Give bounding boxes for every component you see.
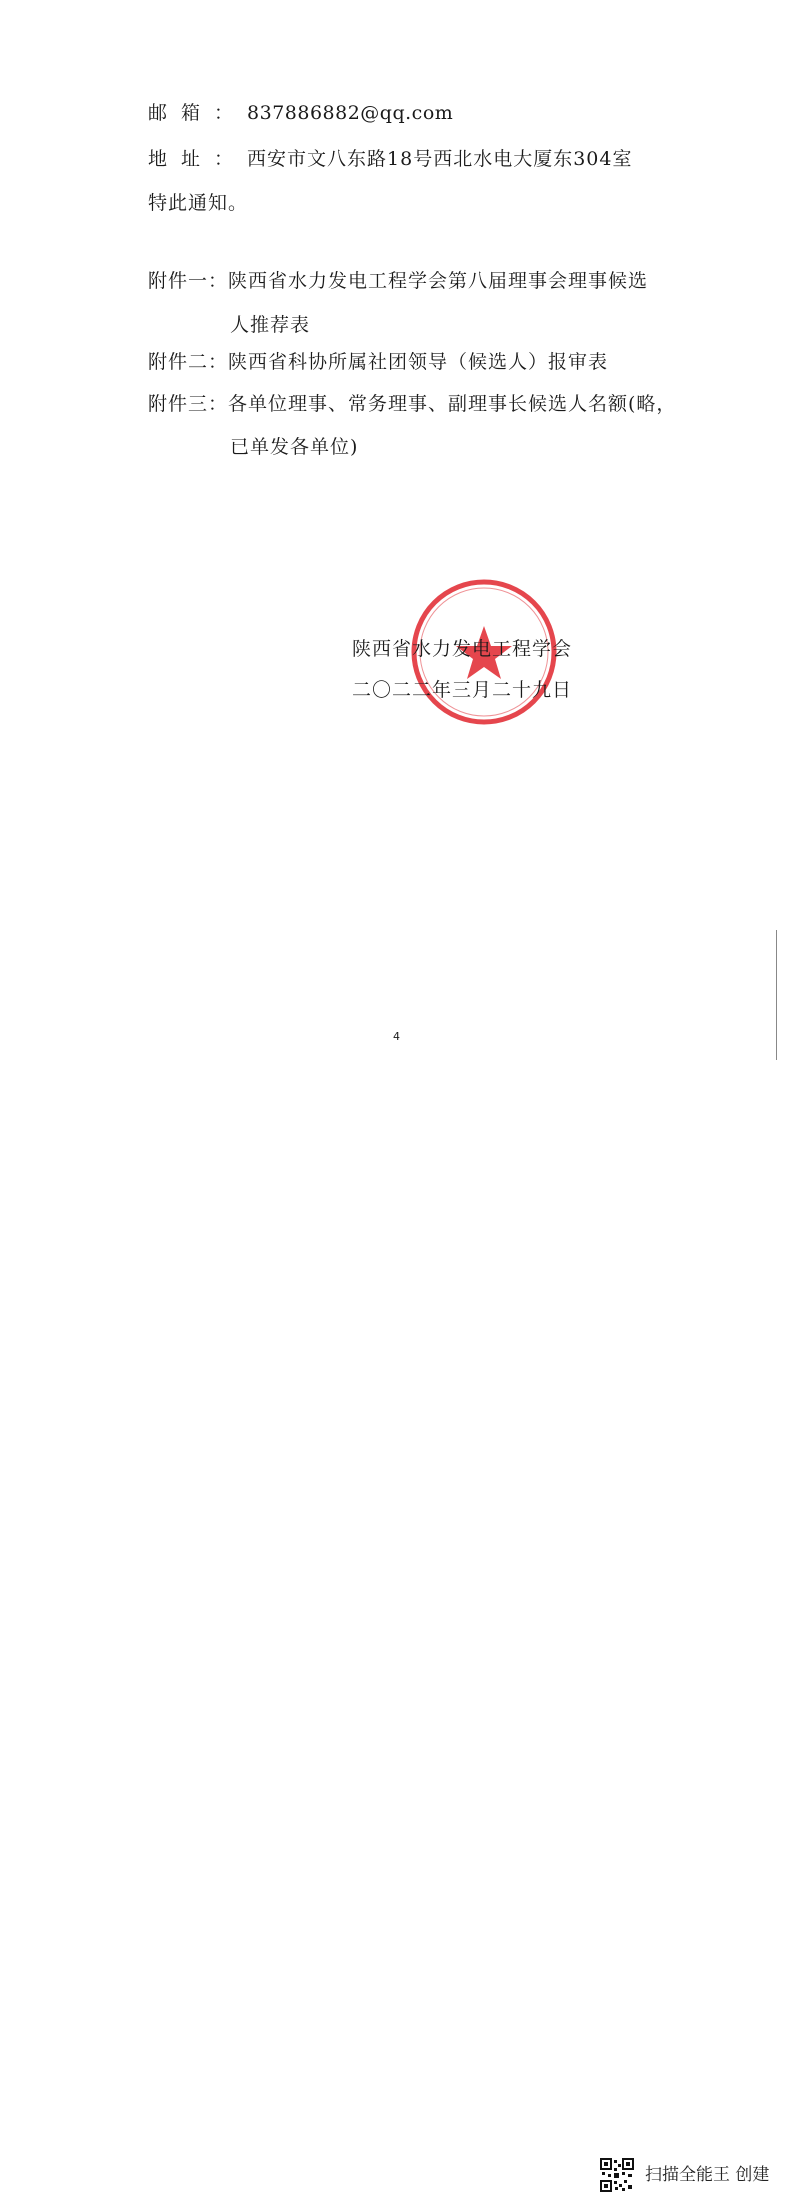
signature-date: 二〇二二年三月二十九日: [352, 679, 573, 701]
notice-close: 特此通知。: [148, 192, 249, 214]
attachment-1-text: 陕西省水力发电工程学会第八届理事会理事候选: [228, 270, 649, 292]
email-line: [148, 100, 453, 126]
document-page: [0, 0, 800, 1075]
attachment-1-line1: [148, 268, 648, 294]
scan-edge-line: [776, 930, 777, 1060]
scanner-footer: [0, 1075, 800, 2185]
attachment-3-line2: 已单发各单位): [230, 436, 359, 458]
attachment-1-line2: 人推荐表: [230, 314, 311, 336]
attachment-1-label: 附件一：: [148, 270, 229, 292]
address-value: 西安市文八东路18号西北水电大厦东304室: [247, 148, 633, 170]
attachment-2-text: 陕西省科协所属社团领导（候选人）报审表: [228, 351, 609, 373]
email-label: 邮箱：: [148, 102, 248, 124]
attachment-2-label: 附件二：: [148, 351, 229, 373]
attachment-3-line1: [148, 391, 676, 417]
address-label: 地址：: [148, 148, 248, 170]
scanner-app-credit: 扫描全能王 创建: [645, 2165, 770, 2185]
address-line: [148, 146, 632, 172]
qr-code-icon: [600, 2158, 634, 2192]
signature-org: 陕西省水力发电工程学会: [352, 638, 573, 660]
attachment-3-text: 各单位理事、常务理事、副理事长候选人名额(略，: [228, 393, 677, 415]
email-value: 837886882@qq.com: [247, 102, 454, 124]
page-number: 4: [393, 1030, 400, 1043]
attachment-3-label: 附件三：: [148, 393, 229, 415]
attachment-2-line: [148, 349, 608, 375]
